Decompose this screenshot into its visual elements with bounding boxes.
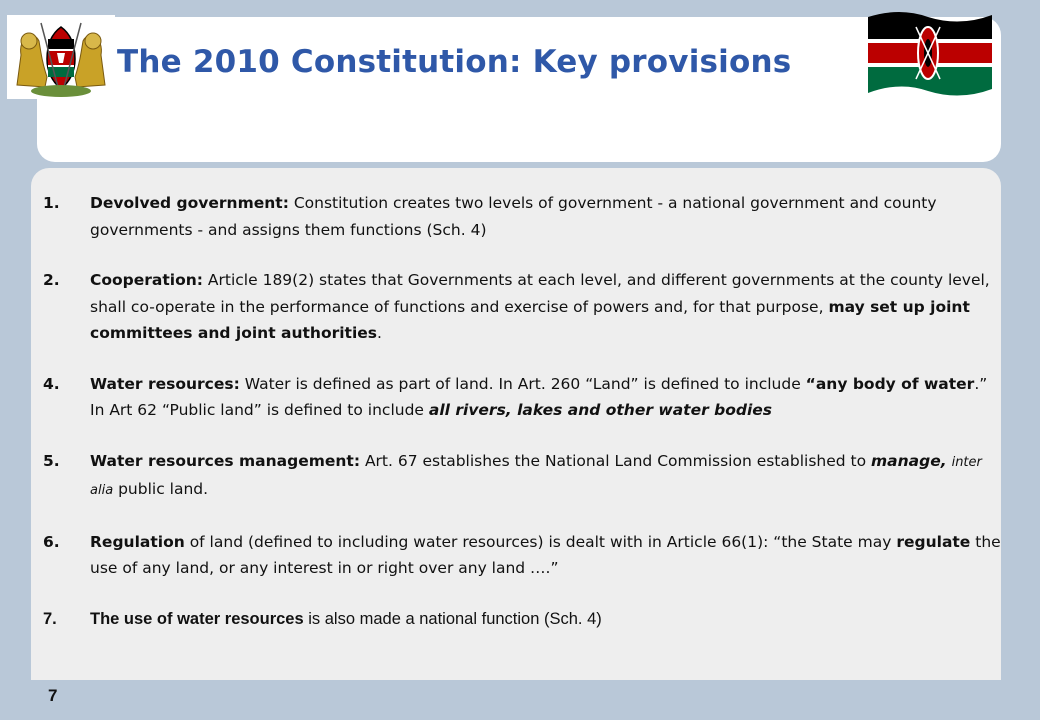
provision-item-devolved-government [43,190,1003,243]
provision-item-use-of-water-resources [43,606,1003,633]
provision-number: 5. [43,451,60,470]
provision-item-regulation [43,529,1003,582]
provisions-list [43,190,1003,656]
provision-item-water-resources [43,371,1003,424]
provision-number: 4. [43,374,60,393]
provision-text: public land. [113,480,209,498]
provision-number: 7. [43,609,57,628]
provision-emphasis: all rivers, lakes and other water bodies [428,401,773,419]
provision-emphasis: manage, [871,451,947,470]
provision-text: Constitution creates two levels of government - a national government and county governments - and assigns them functions (Sch. 4) [90,194,937,239]
provision-heading: Devolved government: [90,194,289,212]
title-panel [37,17,1001,162]
coat-of-arms-icon [7,15,115,99]
provision-heading: Regulation [90,532,185,551]
provision-text: Article 189(2) states that Governments at each level, and different governments at the county level, shall co-operate in the performance of functions and exercise of powers and, for that purpose, [90,271,990,316]
provision-heading: Water resources management: [90,451,361,470]
provision-heading: Cooperation: [90,271,203,289]
provision-item-cooperation [43,267,1003,347]
provision-text: .” In Art 62 “Public land” is defined to include [90,374,988,419]
provision-item-water-resources-management [43,448,1003,505]
kenya-flag-logo [860,5,996,100]
provision-emphasis: regulate [896,532,971,551]
provision-text: the use of any land, or any interest in or right over any land ….” [90,532,1001,577]
provision-emphasis: may set up joint committees and joint authorities [90,297,970,342]
provision-emphasis: “any body of water [805,374,975,393]
provision-italic: inter alia [90,454,982,498]
provision-number: 2. [43,271,60,289]
provision-number: 6. [43,532,60,551]
provision-heading: Water resources: [90,374,240,393]
page-title: The 2010 Constitution: Key provisions [117,44,792,80]
provision-text: Water is defined as part of land. In Art. 260 “Land” is defined to include [239,374,806,393]
kenya-flag-icon [860,5,996,100]
coat-of-arms-logo [7,15,115,99]
provision-text: of land (defined to including water resources) is dealt with in Article 66(1): “the State may [184,532,897,551]
provision-heading: The use of water resources [90,609,304,628]
provision-text: Art. 67 establishes the National Land Commission established to [360,451,872,470]
page-number: 7 [48,686,58,705]
provision-text: is also made a national function (Sch. 4) [303,609,602,628]
provision-text: . [377,324,382,342]
provision-number: 1. [43,194,60,212]
